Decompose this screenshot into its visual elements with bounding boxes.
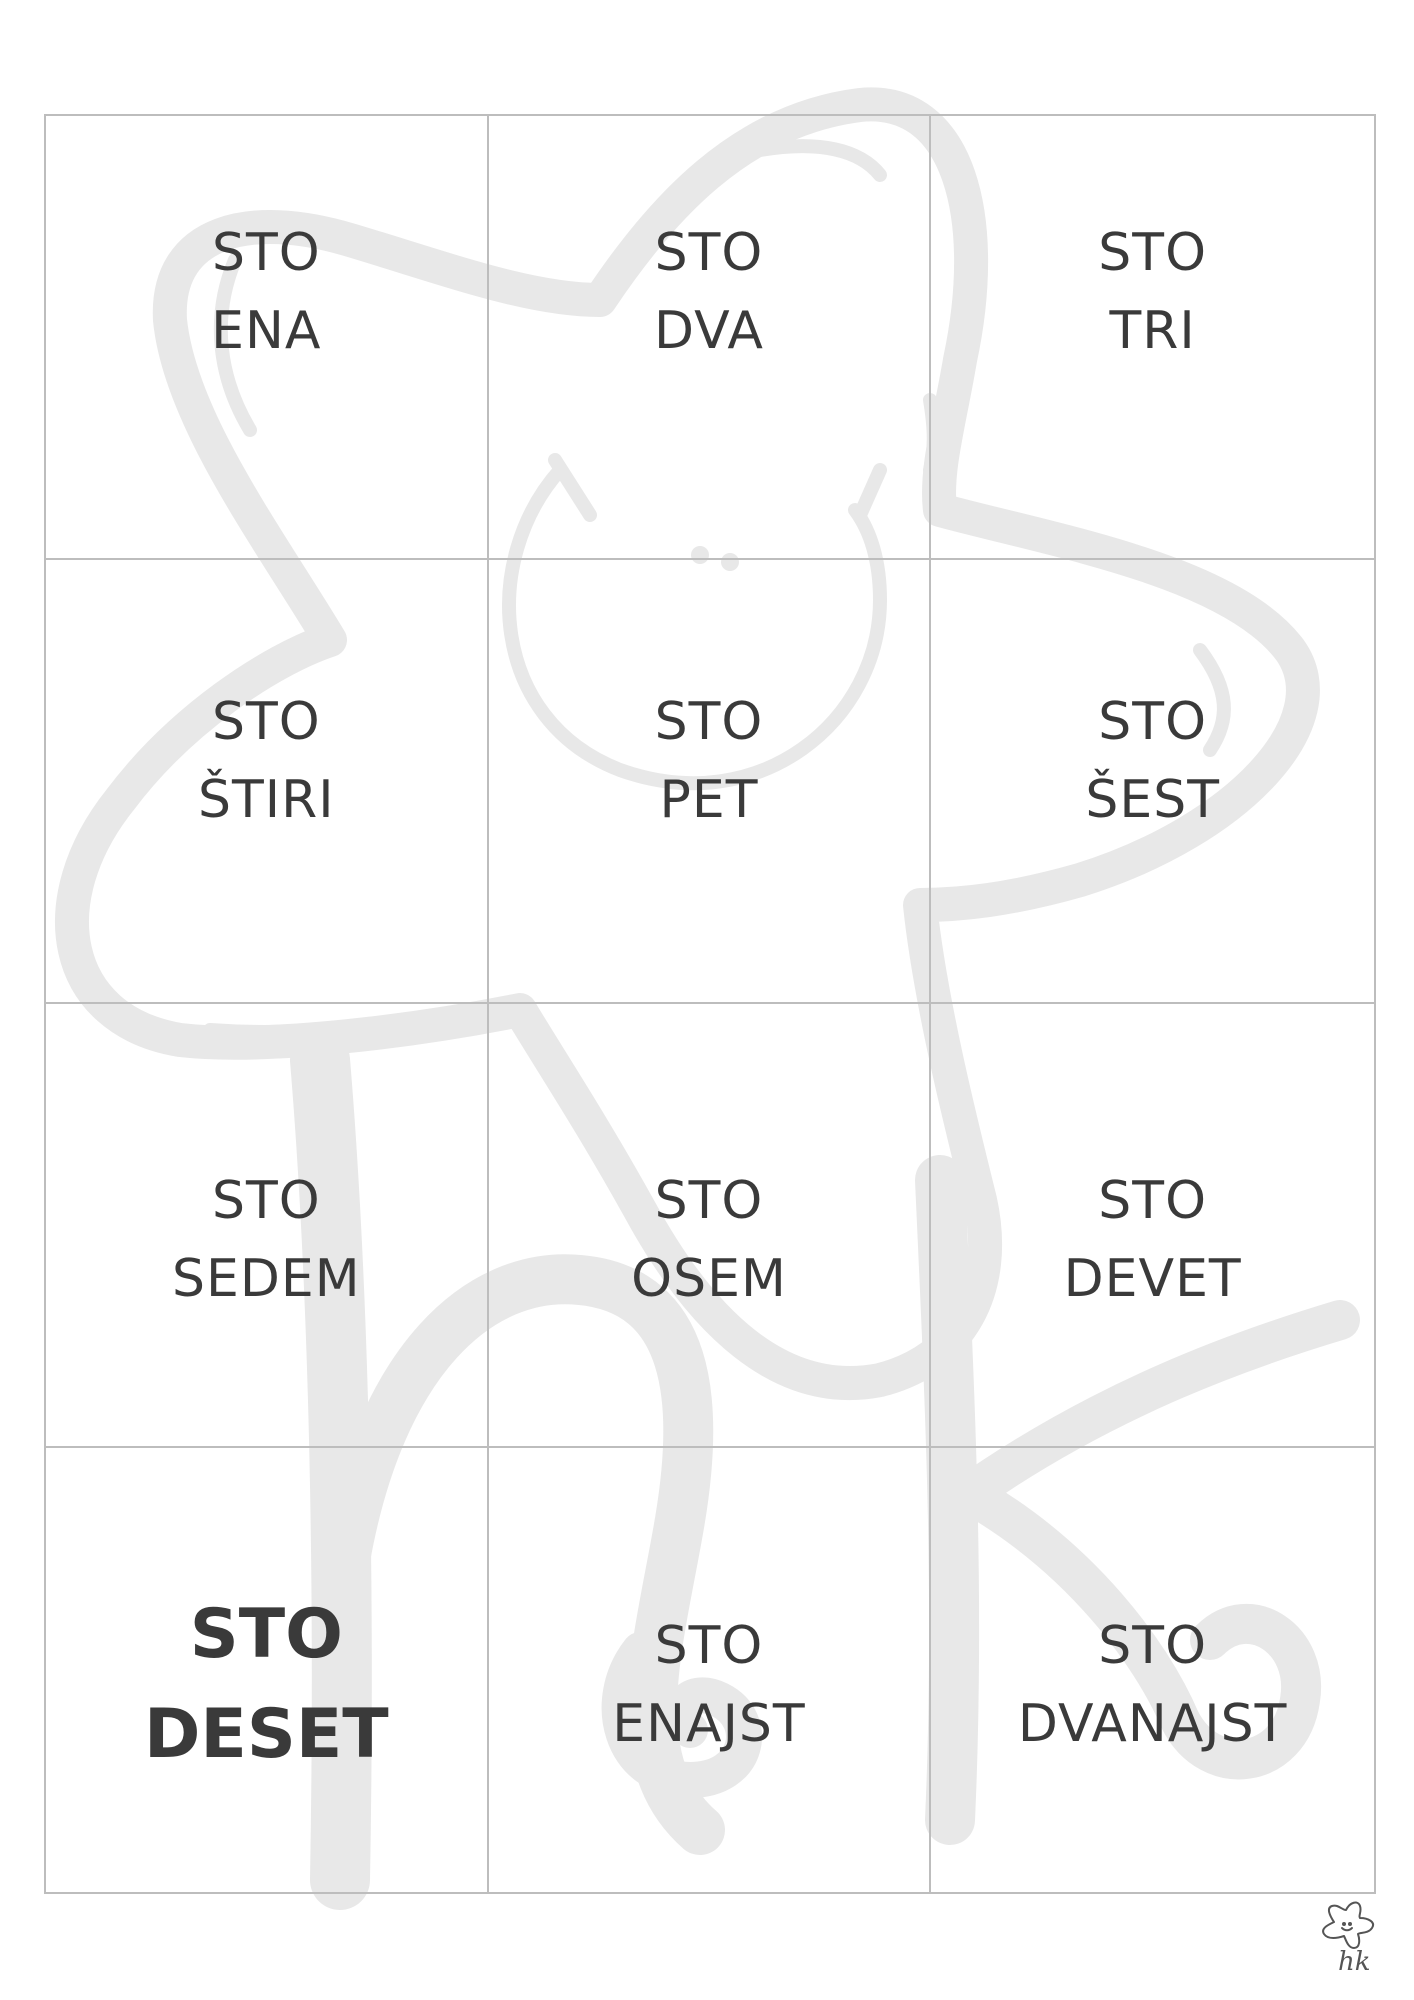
card-sto-dva — [489, 116, 932, 560]
card-line1: STO — [654, 1171, 764, 1231]
card-line2: OSEM — [631, 1249, 787, 1309]
card-sto-tri — [931, 116, 1374, 560]
card-line2: DEVET — [1063, 1249, 1242, 1309]
logo-text: hk — [1338, 1947, 1371, 1976]
card-line1: STO — [654, 1616, 764, 1676]
card-line1: STO — [654, 692, 764, 752]
card-line2: DESET — [143, 1695, 389, 1774]
card-sto-deset — [46, 1448, 489, 1892]
card-line1: STO — [189, 1595, 343, 1674]
card-sto-enajst — [489, 1448, 932, 1892]
card-line2: DVA — [654, 301, 764, 361]
card-line2: ŠEST — [1085, 770, 1220, 830]
card-line2: ŠTIRI — [198, 770, 335, 830]
card-sto-dvanajst — [931, 1448, 1374, 1892]
card-line1: STO — [211, 692, 321, 752]
card-sto-devet — [931, 1004, 1374, 1448]
card-sto-pet — [489, 560, 932, 1004]
card-line1: STO — [654, 223, 764, 283]
card-sto-ena — [46, 116, 489, 560]
card-sto-stiri — [46, 560, 489, 1004]
card-line2: ENA — [211, 301, 322, 361]
card-sto-sest — [931, 560, 1374, 1004]
card-line1: STO — [1098, 692, 1207, 752]
card-grid — [44, 114, 1376, 1894]
card-line2: DVANAJST — [1017, 1694, 1288, 1754]
card-line1: STO — [1098, 223, 1207, 283]
card-line1: STO — [211, 1171, 321, 1231]
card-line2: SEDEM — [172, 1249, 361, 1309]
card-line2: ENAJST — [612, 1694, 806, 1754]
card-line1: STO — [1098, 1171, 1207, 1231]
card-sto-sedem — [46, 1004, 489, 1448]
card-line1: STO — [211, 223, 321, 283]
flower-logo-icon — [1316, 1896, 1380, 1976]
card-line2: PET — [659, 770, 759, 830]
card-line2: TRI — [1109, 301, 1196, 361]
card-line1: STO — [1098, 1616, 1207, 1676]
card-sto-osem — [489, 1004, 932, 1448]
